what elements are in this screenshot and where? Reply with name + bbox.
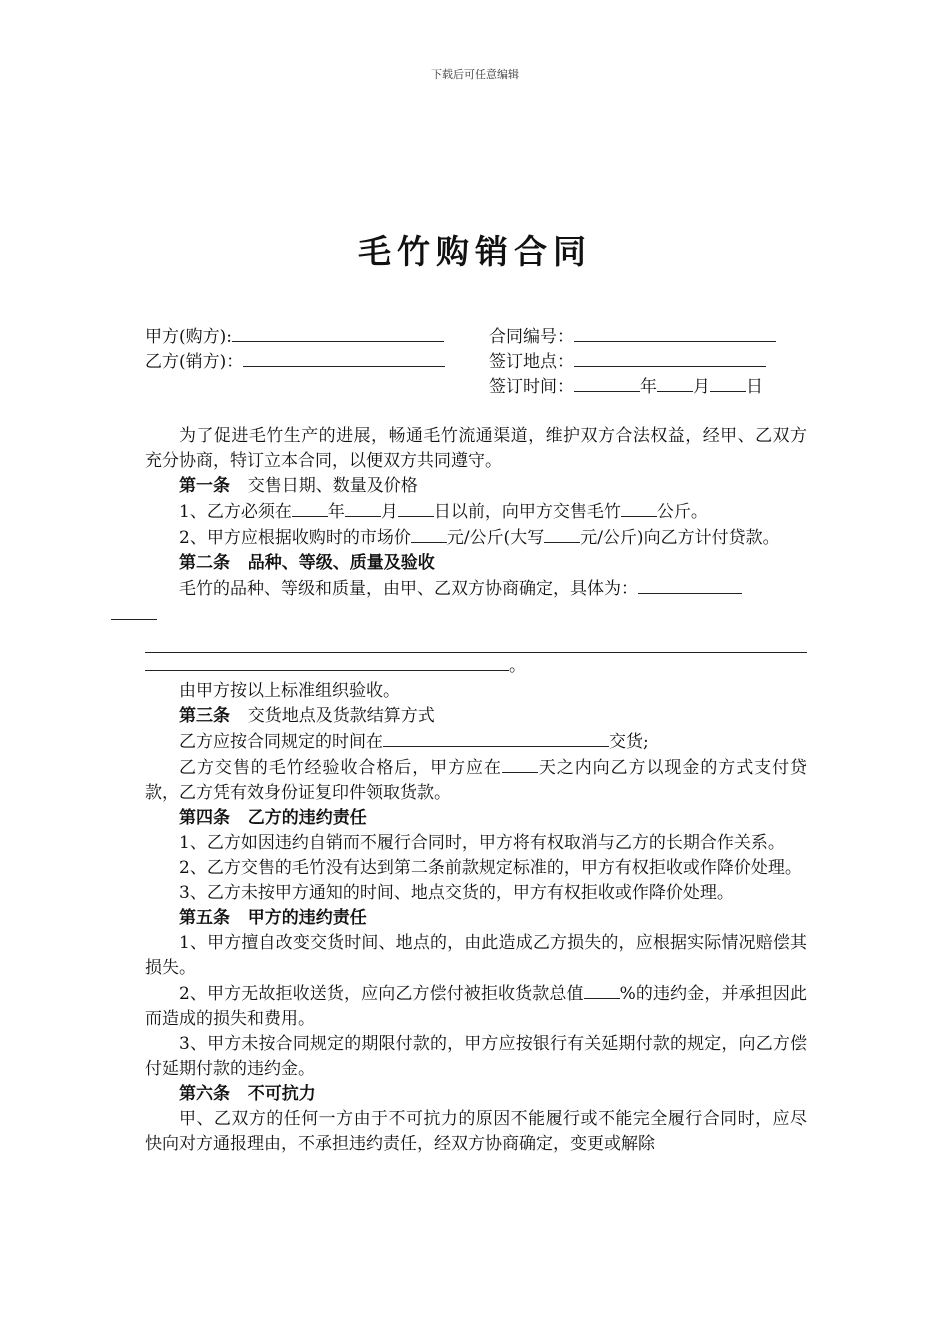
article-6-heading xyxy=(145,1082,807,1107)
article-6-number: 第六条 xyxy=(179,1084,230,1104)
text: 年 xyxy=(327,502,345,522)
article-4-title: 乙方的违约责任 xyxy=(247,808,367,828)
text: %的违约金，并承担因此而造成的损失和费用。 xyxy=(145,984,807,1029)
delivery-year-blank[interactable] xyxy=(292,499,328,517)
article-1-number: 第一条 xyxy=(179,476,230,496)
spec-blank-last xyxy=(145,653,807,679)
spec-blank-3[interactable] xyxy=(145,653,509,671)
sign-place-field xyxy=(489,348,766,375)
text: 天之内向乙方以现金的方式支付贷款，乙方凭有效身份证复印件领取货款。 xyxy=(145,758,808,803)
header-note: 下载后可任意编辑 xyxy=(431,68,519,81)
spec-blank-2[interactable] xyxy=(111,602,157,620)
seller-blank[interactable] xyxy=(243,348,445,367)
text: 元/公斤)向乙方计付贷款。 xyxy=(580,528,780,548)
text: 乙方应按合同规定的时间在 xyxy=(179,732,383,752)
text: 乙方交售的毛竹经验收合格后，甲方应在 xyxy=(179,758,502,778)
article-2-paragraph-2: 由甲方按以上标准组织验收。 xyxy=(179,681,400,701)
sign-time-label: 签订时间： xyxy=(489,377,574,397)
article-4-clause-2: 2、乙方交售的毛竹没有达到第二条前款规定标准的，甲方有权拒收或作降价处理。 xyxy=(179,858,802,878)
text: 1、乙方必须在 xyxy=(179,502,292,522)
article-1-clause-2 xyxy=(145,525,807,551)
page-title: 毛竹购销合同 xyxy=(358,232,592,271)
text: 交货; xyxy=(609,732,649,752)
contract-no-label: 合同编号： xyxy=(489,327,574,347)
article-3-paragraph-1 xyxy=(145,729,807,755)
text: 2、甲方无故拒收送货，应向乙方偿付被拒收货款总值 xyxy=(179,984,584,1004)
article-6-paragraph-1: 甲、乙双方的任何一方由于不可抗力的原因不能履行或不能完全履行合同时，应尽快向对方通报理由，不承担违约责任，经双方协商确定，变更或解除 xyxy=(145,1109,807,1154)
contract-no-field xyxy=(489,323,776,350)
sign-year-label: 年 xyxy=(640,377,657,397)
seller-field xyxy=(145,348,445,375)
text: 毛竹的品种、等级和质量，由甲、乙双方协商确定，具体为： xyxy=(179,579,638,599)
seller-label: 乙方(销方)： xyxy=(145,352,244,372)
delivery-month-blank[interactable] xyxy=(345,499,381,517)
article-3-paragraph-2 xyxy=(145,755,807,806)
article-1-title: 交售日期、数量及价格 xyxy=(247,476,418,496)
sign-day-label: 日 xyxy=(746,377,763,397)
sign-place-blank[interactable] xyxy=(574,348,766,367)
buyer-label: 甲方(购方): xyxy=(145,327,232,347)
article-5-clause-2 xyxy=(145,981,807,1032)
penalty-percent-blank[interactable] xyxy=(584,981,620,999)
sign-time-field xyxy=(489,373,763,400)
article-4-heading xyxy=(145,806,807,831)
article-4-number: 第四条 xyxy=(179,808,230,828)
article-2-paragraph-1 xyxy=(145,576,807,628)
sign-day-blank[interactable] xyxy=(710,373,746,392)
delivery-day-blank[interactable] xyxy=(398,499,434,517)
article-6-title: 不可抗力 xyxy=(247,1084,316,1104)
article-2-number: 第二条 xyxy=(179,553,230,573)
sign-month-blank[interactable] xyxy=(657,373,693,392)
article-2-title: 品种、等级、质量及验收 xyxy=(247,553,435,573)
article-4-clause-3: 3、乙方未按甲方通知的时间、地点交货的，甲方有权拒收或作降价处理。 xyxy=(179,883,734,903)
spec-blank-line[interactable] xyxy=(145,628,807,653)
buyer-field xyxy=(145,323,444,350)
buyer-blank[interactable] xyxy=(232,323,444,342)
article-5-title: 甲方的违约责任 xyxy=(247,908,367,928)
text: 日以前，向甲方交售毛竹 xyxy=(433,502,621,522)
article-2-heading xyxy=(145,551,807,576)
article-5-heading xyxy=(145,906,807,931)
article-3-title: 交货地点及货款结算方式 xyxy=(247,706,435,726)
article-3-heading xyxy=(145,704,807,729)
article-4-clause-1: 1、乙方如因违约自销而不履行合同时，甲方将有权取消与乙方的长期合作关系。 xyxy=(179,833,785,853)
contract-body xyxy=(145,424,807,1157)
sign-month-label: 月 xyxy=(693,377,710,397)
sign-year-blank[interactable] xyxy=(574,373,640,392)
text: 公斤。 xyxy=(656,502,708,522)
price-blank[interactable] xyxy=(411,525,447,543)
article-5-clause-3: 3、甲方未按合同规定的期限付款的，甲方应按银行有关延期付款的规定，向乙方偿付延期付款的违约金。 xyxy=(145,1034,807,1079)
sign-place-label: 签订地点： xyxy=(489,352,574,372)
article-1-heading xyxy=(145,474,807,499)
article-5-clause-1: 1、甲方擅自改变交货时间、地点的，由此造成乙方损失的，应根据实际情况赔偿其损失。 xyxy=(145,933,807,978)
payment-days-blank[interactable] xyxy=(502,755,538,773)
text: 2、甲方应根据收购时的市场价 xyxy=(179,528,411,548)
text: 。 xyxy=(509,656,526,676)
intro-paragraph: 为了促进毛竹生产的进展，畅通毛竹流通渠道，维护双方合法权益，经甲、乙双方充分协商，特订立本合同，以便双方共同遵守。 xyxy=(145,426,807,471)
text: 元/公斤(大写 xyxy=(446,528,545,548)
article-1-clause-1 xyxy=(145,499,807,525)
article-3-number: 第三条 xyxy=(179,706,230,726)
spec-blank-1[interactable] xyxy=(638,576,742,594)
price-words-blank[interactable] xyxy=(544,525,580,543)
contract-no-blank[interactable] xyxy=(574,323,776,342)
quantity-blank[interactable] xyxy=(621,499,657,517)
article-5-number: 第五条 xyxy=(179,908,230,928)
text: 月 xyxy=(380,502,398,522)
delivery-place-blank[interactable] xyxy=(383,729,609,747)
